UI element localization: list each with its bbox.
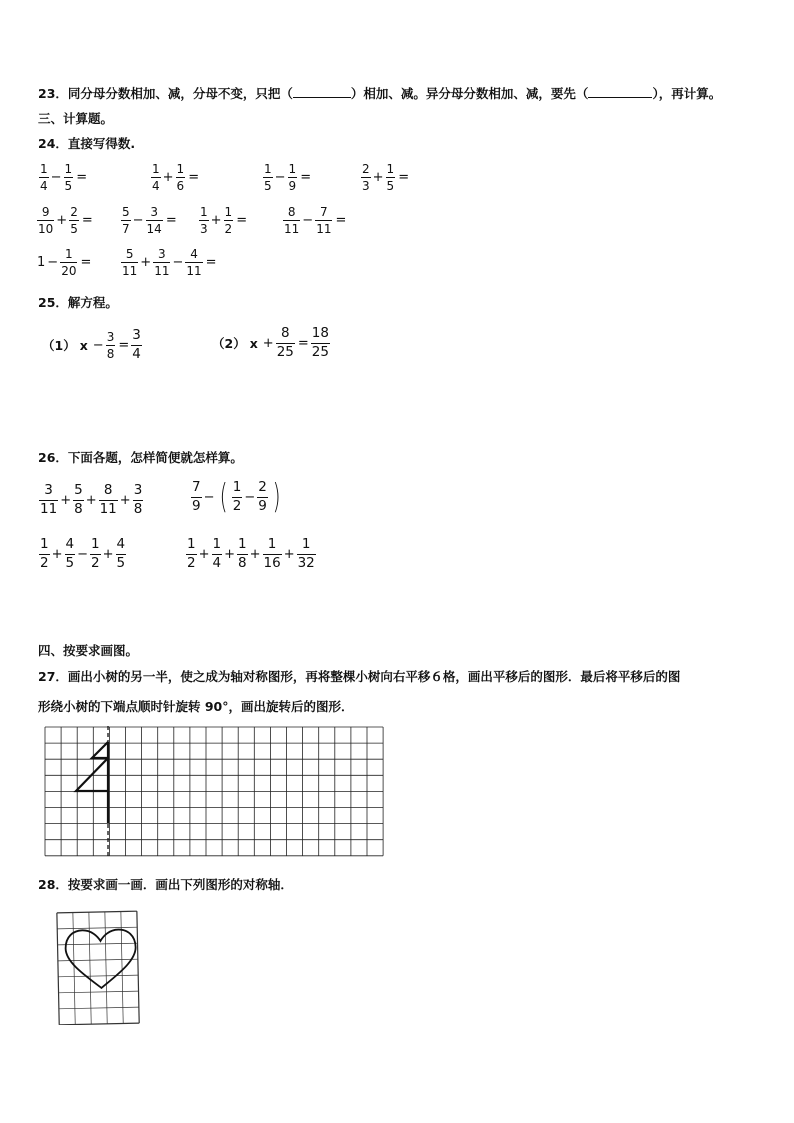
fraction-bar xyxy=(315,220,332,221)
fraction xyxy=(297,538,316,570)
question-25-title: 25．解方程。 xyxy=(38,295,118,310)
q26-expression-4 xyxy=(185,538,317,570)
denominator: 32 xyxy=(297,554,315,571)
fraction: $\frac{1}{2}$ xyxy=(232,479,242,514)
equals-sign: = xyxy=(188,170,200,185)
grid-line-horizontal xyxy=(59,1023,139,1025)
denominator: 11 xyxy=(284,222,300,236)
fraction xyxy=(121,206,131,235)
denominator: 4 xyxy=(152,179,160,193)
fraction xyxy=(186,538,197,570)
grid-line-vertical xyxy=(73,913,75,1025)
operator: + xyxy=(140,255,152,270)
fraction xyxy=(176,163,186,192)
fraction-bar xyxy=(60,262,77,263)
denominator: 2 xyxy=(187,554,196,571)
fraction xyxy=(151,163,161,192)
fraction xyxy=(90,538,101,570)
q27-drawing-grid[interactable] xyxy=(44,726,384,862)
denominator: 11 xyxy=(186,264,202,278)
denominator: 10 xyxy=(38,222,54,236)
numerator: 9 xyxy=(41,205,50,219)
grid-line-horizontal xyxy=(58,975,138,977)
numerator: 1 xyxy=(386,162,395,176)
denominator: 3 xyxy=(200,222,208,236)
numerator: 7 xyxy=(320,205,328,219)
question-28-title: 28．按要求画一画．画出下列图形的对称轴． xyxy=(38,877,293,892)
numerator: 8 xyxy=(287,205,296,219)
tree-half-top-branch xyxy=(92,742,108,758)
operator: + xyxy=(224,546,235,562)
fraction xyxy=(133,484,144,516)
fraction xyxy=(237,538,248,570)
numerator: 1 xyxy=(200,205,208,219)
operator: + xyxy=(262,335,274,351)
fraction xyxy=(116,538,127,570)
fraction xyxy=(64,163,74,192)
fraction xyxy=(185,248,202,277)
numerator: 5 xyxy=(74,482,83,498)
fraction xyxy=(263,163,273,192)
grid-lines xyxy=(57,911,139,1025)
fraction-bar xyxy=(288,177,298,178)
operator: + xyxy=(102,546,114,562)
question-number: 23． xyxy=(38,86,68,101)
q24-item-10 xyxy=(120,248,218,277)
operator: + xyxy=(162,170,174,185)
operator: + xyxy=(85,492,97,508)
numerator: 2 xyxy=(362,162,370,176)
equals-sign: = xyxy=(236,213,248,228)
fraction-bar xyxy=(361,177,371,178)
equals-sign: = xyxy=(300,170,312,185)
equals-sign: = xyxy=(118,337,130,353)
fraction xyxy=(315,206,332,235)
denominator: 4 xyxy=(212,554,222,571)
operator: − xyxy=(172,255,184,270)
right-paren: ) xyxy=(272,477,281,517)
question-26-title: 26．下面各题，怎样简便就怎样算。 xyxy=(38,450,243,465)
numerator: 1 xyxy=(224,205,233,219)
denominator: 3 xyxy=(362,179,370,193)
denominator: 5 xyxy=(264,179,272,193)
operator: − xyxy=(244,489,256,505)
denominator: 4 xyxy=(40,179,48,193)
answer-blank-2[interactable] xyxy=(588,87,652,98)
grid-line-horizontal xyxy=(59,991,139,993)
denominator: 16 xyxy=(263,554,281,571)
fraction-bar xyxy=(37,220,54,221)
numerator: 5 xyxy=(122,205,130,219)
fraction-bar xyxy=(64,177,74,178)
fraction-bar xyxy=(39,177,49,178)
numerator: 4 xyxy=(116,536,126,552)
equals-sign: = xyxy=(81,213,93,228)
fraction xyxy=(361,163,371,192)
operator: − xyxy=(92,337,104,353)
fraction-bar xyxy=(121,262,138,263)
fraction xyxy=(288,163,298,192)
fraction xyxy=(153,248,170,277)
q26-expression-3 xyxy=(38,538,127,570)
denominator: 6 xyxy=(176,179,185,193)
q26-expression-2 xyxy=(190,477,284,517)
numerator: 1 xyxy=(152,162,160,176)
fraction xyxy=(224,206,234,235)
numerator: 1 xyxy=(267,536,277,552)
fraction xyxy=(73,484,84,516)
q24-item-1 xyxy=(38,163,88,192)
question-23 xyxy=(38,84,721,102)
variable-x: x xyxy=(249,335,258,351)
numerator: 3 xyxy=(133,482,143,498)
numerator: 1 xyxy=(40,162,48,176)
fraction xyxy=(121,248,138,277)
equals-sign: = xyxy=(76,170,88,185)
numerator: 4 xyxy=(65,536,75,552)
operator: − xyxy=(203,489,215,505)
heart-shape xyxy=(65,929,136,988)
fraction-bar xyxy=(185,262,202,263)
numerator: 4 xyxy=(190,247,198,261)
operator: + xyxy=(198,546,210,562)
numerator: 1 xyxy=(212,536,222,552)
denominator: 2 xyxy=(224,222,233,236)
fraction-bar xyxy=(386,177,396,178)
equals-sign: = xyxy=(205,255,217,270)
section-4-heading: 四、按要求画图。 xyxy=(38,643,139,658)
operator: − xyxy=(302,213,314,228)
whole-number: 1 xyxy=(37,255,46,270)
operator: − xyxy=(47,255,59,270)
equation-label: （1） xyxy=(42,338,76,353)
equation-2 xyxy=(212,327,331,359)
equals-sign: = xyxy=(80,255,92,270)
equals-sign: = xyxy=(165,213,177,228)
operator: − xyxy=(50,170,62,185)
q26-expression-1 xyxy=(38,484,144,516)
fraction xyxy=(283,206,300,235)
operator: − xyxy=(132,213,144,228)
numerator: 1 xyxy=(288,162,297,176)
grid-line-vertical xyxy=(89,912,91,1024)
denominator: 2 xyxy=(91,554,100,571)
fraction-bar xyxy=(199,220,209,221)
operator: − xyxy=(77,546,88,562)
denominator: 8 xyxy=(133,500,143,517)
operator: − xyxy=(274,170,286,185)
fraction xyxy=(146,206,163,235)
operator: + xyxy=(56,213,68,228)
denominator: 20 xyxy=(61,264,77,278)
fraction-bar xyxy=(283,220,300,221)
denominator: 11 xyxy=(40,500,58,517)
fraction: $\frac{2}{9}$ xyxy=(258,479,267,514)
numerator: 1 xyxy=(91,536,100,552)
numerator: 3 xyxy=(150,205,158,219)
denominator: 14 xyxy=(146,222,162,236)
q28-heart-grid[interactable] xyxy=(56,910,146,1025)
fraction: $\frac{7}{9}$ xyxy=(192,479,201,514)
q24-item-4 xyxy=(360,163,410,192)
grid-line-horizontal xyxy=(59,1007,139,1009)
operator: + xyxy=(51,546,63,562)
tree-half-bottom-branch xyxy=(76,758,108,791)
fraction xyxy=(69,206,79,235)
question-24-title: 24．直接写得数. xyxy=(38,136,136,151)
fraction: $\frac{8}{25}$ xyxy=(276,325,294,360)
numerator: 1 xyxy=(64,162,73,176)
grid-line-vertical xyxy=(137,911,139,1023)
fraction xyxy=(65,538,76,570)
fraction xyxy=(99,484,118,516)
numerator: 3 xyxy=(44,482,53,498)
operator: + xyxy=(283,546,295,562)
fraction-bar xyxy=(176,177,186,178)
equals-sign: = xyxy=(335,213,347,228)
question-text: 同分母分数相加、减，分母不变，只把（ xyxy=(67,86,293,101)
denominator: 5 xyxy=(65,554,75,571)
q24-item-8 xyxy=(282,206,347,235)
variable-x: x xyxy=(79,337,88,353)
q24-item-9 xyxy=(36,248,92,277)
numerator: 8 xyxy=(103,482,113,498)
question-27-text-line-2: 形绕小树的下端点顺时针旋转 90°，画出旋转后的图形． xyxy=(38,699,354,714)
fraction xyxy=(60,248,77,277)
grid-line-horizontal xyxy=(57,911,137,913)
denominator: 11 xyxy=(122,264,138,278)
fraction: $\frac{3}{8}$ xyxy=(106,329,115,361)
fraction-bar xyxy=(153,262,170,263)
equation-1 xyxy=(42,329,143,361)
operator: + xyxy=(249,546,261,562)
q24-item-6 xyxy=(120,206,178,235)
fraction: $\frac{18}{25}$ xyxy=(311,325,329,360)
q24-item-7 xyxy=(198,206,248,235)
numerator: 5 xyxy=(125,247,134,261)
grid-line-horizontal xyxy=(58,943,138,945)
denominator: 8 xyxy=(238,554,247,571)
denominator: 11 xyxy=(316,222,332,236)
fraction-bar xyxy=(121,220,131,221)
fraction xyxy=(386,163,396,192)
grid-line-vertical xyxy=(57,913,59,1025)
fraction-bar xyxy=(263,177,273,178)
operator: + xyxy=(60,492,72,508)
fraction xyxy=(37,206,54,235)
denominator: 11 xyxy=(154,264,170,278)
fraction xyxy=(212,538,223,570)
equals-sign: = xyxy=(297,335,309,351)
numerator: 1 xyxy=(238,536,247,552)
fraction: $\frac{3}{4}$ xyxy=(132,327,141,362)
equation-label: （2） xyxy=(212,336,246,351)
numerator: 1 xyxy=(301,536,311,552)
fraction xyxy=(39,163,49,192)
section-3-heading: 三、计算题。 xyxy=(38,111,114,126)
numerator: 1 xyxy=(65,247,73,261)
numerator: 2 xyxy=(70,205,78,219)
fraction-bar xyxy=(146,220,163,221)
question-text: ）相加、减。异分母分数相加、减，要先（ xyxy=(350,86,589,101)
denominator: 9 xyxy=(288,179,297,193)
numerator: 1 xyxy=(187,536,196,552)
fraction xyxy=(39,484,58,516)
q24-item-2 xyxy=(150,163,200,192)
fraction-bar xyxy=(224,220,234,221)
fraction xyxy=(199,206,209,235)
answer-blank-1[interactable] xyxy=(293,87,351,98)
numerator: 3 xyxy=(158,247,166,261)
fraction xyxy=(39,538,50,570)
q24-item-3 xyxy=(262,163,312,192)
numerator: 1 xyxy=(176,162,185,176)
denominator: 11 xyxy=(99,500,117,517)
fraction-bar xyxy=(151,177,161,178)
numerator: 1 xyxy=(264,162,272,176)
grid-line-vertical xyxy=(105,912,107,1024)
denominator: 5 xyxy=(64,179,73,193)
q24-item-5 xyxy=(36,206,94,235)
question-27-text-line-1: 27．画出小树的另一半，使之成为轴对称图形，再将整棵小树向右平移６格，画出平移后的图形．最后将平移后的图 xyxy=(38,669,681,684)
denominator: 2 xyxy=(40,554,49,571)
fraction xyxy=(263,538,282,570)
equals-sign: = xyxy=(398,170,410,185)
operator: + xyxy=(210,213,222,228)
fraction-bar xyxy=(69,220,79,221)
operator: + xyxy=(372,170,384,185)
numerator: 1 xyxy=(40,536,49,552)
denominator: 5 xyxy=(116,554,126,571)
denominator: 5 xyxy=(70,222,78,236)
denominator: 5 xyxy=(386,179,395,193)
grid-line-horizontal xyxy=(57,927,137,929)
question-text: ），再计算。 xyxy=(652,86,722,101)
denominator: 8 xyxy=(74,500,83,517)
denominator: 7 xyxy=(122,222,130,236)
grid-line-vertical xyxy=(121,912,123,1024)
left-paren: ( xyxy=(219,477,228,517)
operator: + xyxy=(119,492,131,508)
